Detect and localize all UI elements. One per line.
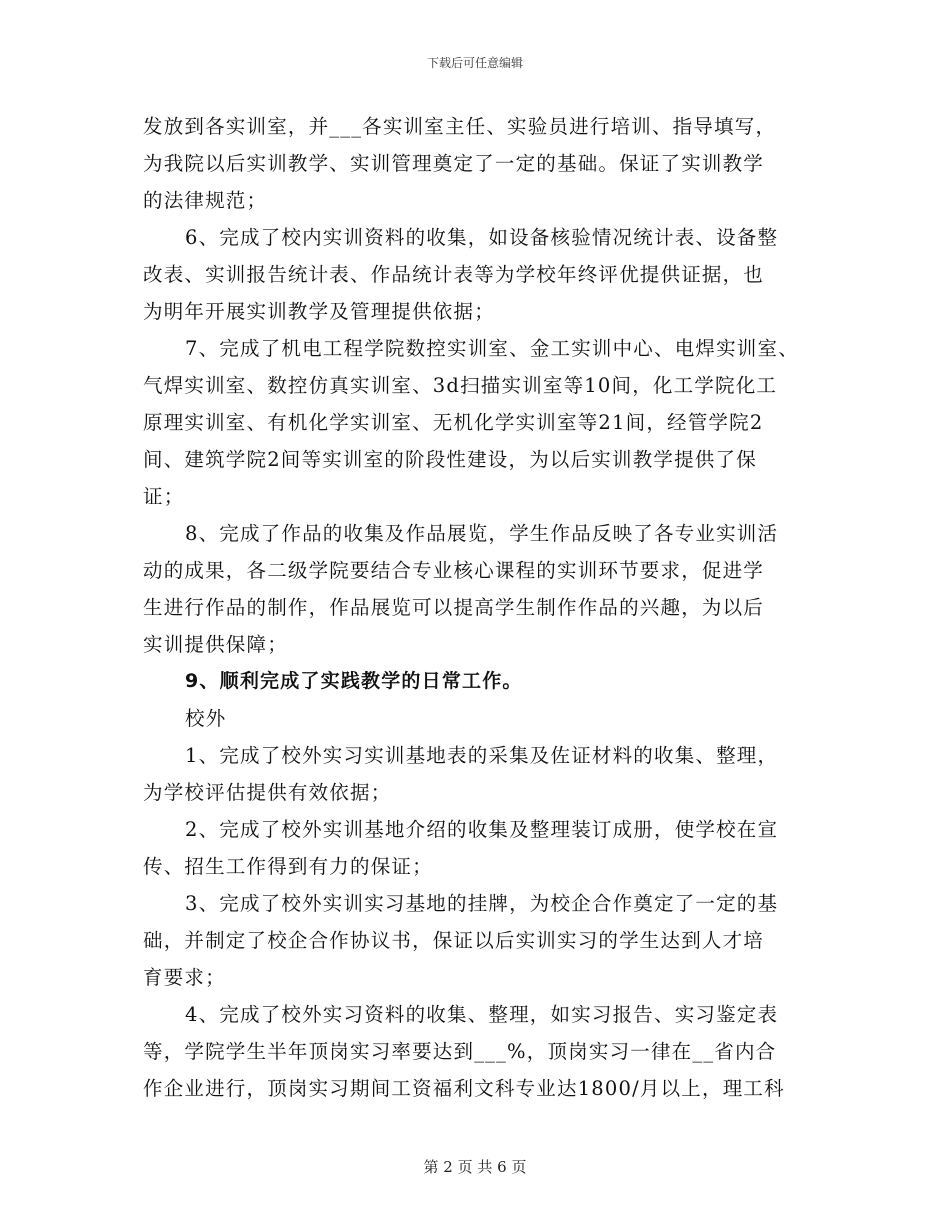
- text-line: 为学校评估提供有效依据；: [143, 781, 392, 804]
- text-line: 间、建筑学院2间等实训室的阶段性建设，为以后实训教学提供了保: [143, 448, 757, 471]
- paragraph-external-3: 3、完成了校外实训实习基地的挂牌，为校企合作奠定了一定的基: [185, 892, 779, 915]
- paragraph-item-6: 6、完成了校内实训资料的收集，如设备核验情况统计表、设备整: [185, 226, 779, 249]
- text-line: 等，学院学生半年顶岗实习率要达到___%，顶岗实习一律在__省内合: [143, 1040, 777, 1063]
- paragraph-item-8: 8、完成了作品的收集及作品展览，学生作品反映了各专业实训活: [185, 522, 779, 545]
- text-line: 生进行作品的制作，作品展览可以提高学生制作作品的兴趣，为以后: [143, 596, 765, 619]
- text-line: 改表、实训报告统计表、作品统计表等为学校年终评优提供证据，也: [143, 263, 765, 286]
- text-line: 为明年开展实训教学及管理提供依据；: [143, 300, 495, 323]
- text-line: 证；: [143, 485, 185, 508]
- text-line: 发放到各实训室，并___各实训室主任、实验员进行培训、指导填写，: [143, 115, 777, 138]
- text-line: 为我院以后实训教学、实训管理奠定了一定的基础。保证了实训教学: [143, 152, 765, 175]
- text-line: 传、招生工作得到有力的保证；: [143, 855, 433, 878]
- paragraph-external-1: 1、完成了校外实习实训基地表的采集及佐证材料的收集、整理，: [185, 744, 779, 767]
- paragraph-external-2: 2、完成了校外实训基地介绍的收集及整理装订成册，使学校在宣: [185, 818, 779, 841]
- section-label-external: 校外: [185, 707, 227, 730]
- text-line: 气焊实训室、数控仿真实训室、3d扫描实训室等10间，化工学院化工: [143, 374, 778, 397]
- page-footer: 第 2 页 共 6 页: [423, 1158, 527, 1176]
- page-header: 下载后可任意编辑: [426, 56, 523, 70]
- text-line: 实训提供保障；: [143, 633, 288, 656]
- paragraph-external-4: 4、完成了校外实习资料的收集、整理，如实习报告、实习鉴定表: [185, 1003, 779, 1026]
- text-line: 础，并制定了校企合作协议书，保证以后实训实习的学生达到人才培: [143, 929, 765, 952]
- text-line: 原理实训室、有机化学实训室、无机化学实训室等21间，经管学院2: [143, 411, 764, 434]
- text-line: 动的成果，各二级学院要结合专业核心课程的实训环节要求，促进学: [143, 559, 765, 582]
- text-line: 作企业进行，顶岗实习期间工资福利文科专业达1800/月以上，理工科: [143, 1077, 785, 1100]
- bold-heading-item-9: 9、顺利完成了实践教学的日常工作。: [185, 670, 523, 692]
- document-body: [143, 108, 833, 1107]
- text-line: 育要求；: [143, 966, 226, 989]
- text-line: 的法律规范；: [143, 189, 268, 212]
- paragraph-item-7: 7、完成了机电工程学院数控实训室、金工实训中心、电焊实训室、: [185, 337, 799, 360]
